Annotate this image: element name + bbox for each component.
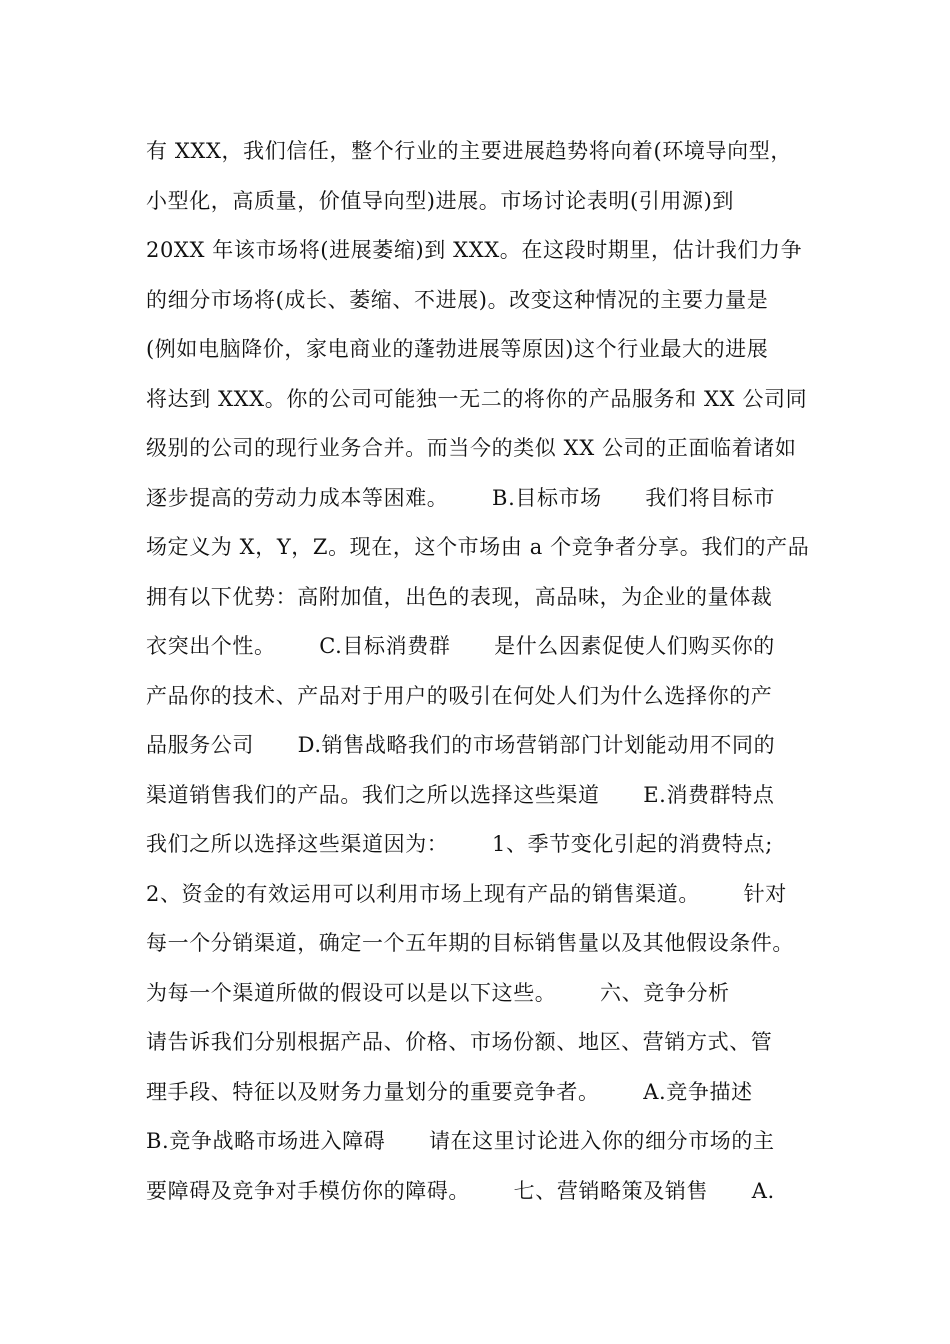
text-line: 有 XXX，我们信任，整个行业的主要进展趋势将向着(环境导向型，	[146, 139, 792, 163]
text-line: 将达到 XXX。你的公司可能独一无二的将你的产品服务和 XX 公司同	[146, 386, 808, 411]
text-line: (例如电脑降价，家电商业的蓬勃进展等原因)这个行业最大的进展	[146, 337, 769, 361]
text-line: 拥有以下优势：高附加值，出色的表现，高品味，为企业的量体裁	[146, 584, 773, 609]
text-line: 逐步提高的劳动力成本等困难。 B.目标市场 我们将目标市	[146, 485, 776, 510]
text-line: 我们之所以选择这些渠道因为： 1、季节变化引起的消费特点;	[146, 832, 773, 856]
text-line: 小型化，高质量，价值导向型)进展。市场讨论表明(引用源)到	[146, 188, 734, 213]
text-line: B.竞争战略市场进入障碍 请在这里讨论进入你的细分市场的主	[146, 1129, 775, 1153]
text-line: 为每一个渠道所做的假设可以是以下这些。 六、竞争分析	[146, 980, 730, 1005]
text-line: 2、资金的有效运用可以利用市场上现有产品的销售渠道。 针对	[146, 881, 787, 906]
text-line: 要障碍及竞争对手模仿你的障碍。 七、营销略策及销售 A.	[146, 1178, 775, 1203]
text-line: 20XX 年该市场将(进展萎缩)到 XXX。在这段时期里，估计我们力争	[146, 238, 803, 262]
text-line: 品服务公司 D.销售战略我们的市场营销部门计划能动用不同的	[146, 733, 776, 757]
text-line: 级别的公司的现行业务合并。而当今的类似 XX 公司的正面临着诸如	[146, 436, 797, 460]
text-line: 理手段、特征以及财务力量划分的重要竞争者。 A.竞争描述	[146, 1079, 753, 1104]
text-line: 场定义为 X，Y，Z。现在，这个市场由 a 个竞争者分享。我们的产品	[146, 535, 810, 559]
text-line: 的细分市场将(成长、萎缩、不进展)。改变这种情况的主要力量是	[146, 287, 769, 312]
text-line: 每一个分销渠道，确定一个五年期的目标销售量以及其他假设条件。	[146, 931, 794, 955]
body-text	[146, 132, 836, 1221]
text-line: 产品你的技术、产品对于用户的吸引在何处人们为什么选择你的产	[146, 683, 773, 708]
text-line: 请告诉我们分别根据产品、价格、市场份额、地区、营销方式、管	[146, 1030, 773, 1054]
text-line: 衣突出个性。 C.目标消费群 是什么因素促使人们购买你的	[146, 634, 775, 658]
text-line: 渠道销售我们的产品。我们之所以选择这些渠道 E.消费群特点	[146, 782, 775, 807]
